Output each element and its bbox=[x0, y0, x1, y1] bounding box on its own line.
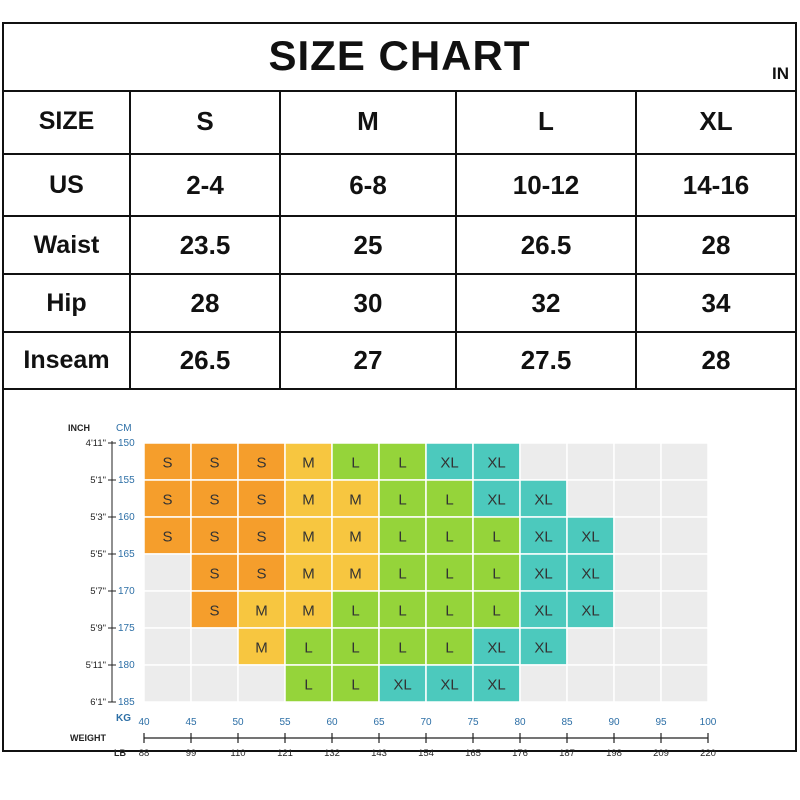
y-tick-label-inch: 5'11" bbox=[85, 660, 106, 671]
grid-cell-label: XL bbox=[534, 639, 553, 657]
table-cell: 2-4 bbox=[130, 154, 280, 216]
x-tick-label-kg: 70 bbox=[420, 717, 432, 728]
table-cell: 26.5 bbox=[456, 216, 636, 274]
grid-cell-label: L bbox=[351, 602, 360, 620]
page-title: SIZE CHART bbox=[268, 32, 531, 79]
grid-cell bbox=[238, 665, 285, 702]
y-tick-label-inch: 6'1" bbox=[90, 697, 106, 708]
grid-cell-label: XL bbox=[581, 602, 600, 620]
grid-cell-label: M bbox=[255, 639, 268, 657]
y-axis-header-cm: CM bbox=[116, 423, 132, 434]
grid-cell-label: XL bbox=[581, 565, 600, 583]
table-cell: 25 bbox=[280, 216, 456, 274]
grid-cell-label: XL bbox=[440, 454, 459, 472]
grid-cell-label: M bbox=[302, 602, 315, 620]
grid-cell-label: M bbox=[349, 565, 362, 583]
x-tick-label-lb: 154 bbox=[418, 748, 434, 759]
y-tick-label-inch: 4'11" bbox=[85, 438, 106, 449]
table-cell: 26.5 bbox=[130, 332, 280, 388]
grid-cell-label: XL bbox=[393, 676, 412, 694]
y-tick-label-cm: 185 bbox=[118, 697, 135, 708]
y-tick-label-cm: 160 bbox=[118, 512, 135, 523]
grid-cell-label: L bbox=[445, 602, 454, 620]
grid-cell-label: S bbox=[162, 491, 173, 509]
x-tick-label-kg: 45 bbox=[185, 717, 197, 728]
table-cell: 14-16 bbox=[636, 154, 795, 216]
header-cell: S bbox=[130, 90, 280, 154]
grid-cell bbox=[614, 480, 661, 517]
grid-cell-label: S bbox=[209, 565, 220, 583]
grid-cell-label: L bbox=[492, 528, 501, 546]
grid-cell-label: L bbox=[398, 565, 407, 583]
grid-cell-label: L bbox=[398, 491, 407, 509]
grid-cell-label: L bbox=[492, 565, 501, 583]
grid-cell bbox=[661, 665, 708, 702]
table-cell: 32 bbox=[456, 274, 636, 332]
header-cell: M bbox=[280, 90, 456, 154]
x-tick-label-lb: 187 bbox=[559, 748, 575, 759]
grid-cell-label: S bbox=[256, 454, 267, 472]
table-cell: 27.5 bbox=[456, 332, 636, 388]
grid-cell bbox=[567, 665, 614, 702]
grid-cell-label: L bbox=[445, 565, 454, 583]
grid-cell bbox=[191, 628, 238, 665]
table-header-row bbox=[4, 90, 795, 154]
grid-cell bbox=[614, 517, 661, 554]
grid-cell-label: S bbox=[256, 565, 267, 583]
table-cell: 28 bbox=[636, 332, 795, 388]
x-tick-label-lb: 132 bbox=[324, 748, 340, 759]
grid-cell-label: L bbox=[398, 602, 407, 620]
x-tick-label-kg: 60 bbox=[326, 717, 338, 728]
grid-cell-label: M bbox=[349, 491, 362, 509]
grid-cell bbox=[661, 480, 708, 517]
grid-cell-label: L bbox=[351, 676, 360, 694]
grid-cell bbox=[144, 665, 191, 702]
grid-cell bbox=[614, 591, 661, 628]
row-label: US bbox=[4, 154, 130, 216]
grid-cell-label: XL bbox=[581, 528, 600, 546]
header-cell: SIZE bbox=[4, 90, 130, 154]
title-row bbox=[4, 24, 795, 92]
grid-cell bbox=[661, 628, 708, 665]
row-label: Inseam bbox=[4, 332, 130, 388]
x-tick-label-lb: 88 bbox=[138, 748, 150, 759]
x-tick-label-kg: 40 bbox=[138, 717, 150, 728]
grid-cell-label: XL bbox=[487, 454, 506, 472]
grid-cell-label: L bbox=[304, 676, 313, 694]
grid-cell bbox=[661, 591, 708, 628]
grid-cell bbox=[661, 443, 708, 480]
table-cell: 6-8 bbox=[280, 154, 456, 216]
y-tick-label-cm: 180 bbox=[118, 660, 135, 671]
y-tick-label-cm: 170 bbox=[118, 586, 135, 597]
grid-cell bbox=[520, 443, 567, 480]
grid-cell bbox=[520, 665, 567, 702]
x-tick-label-lb: 176 bbox=[512, 748, 528, 759]
grid-cell bbox=[614, 628, 661, 665]
grid-cell-label: L bbox=[351, 639, 360, 657]
size-chart-frame bbox=[2, 22, 797, 759]
x-tick-label-kg: 95 bbox=[655, 717, 667, 728]
grid-cell-label: L bbox=[445, 639, 454, 657]
table-row bbox=[4, 154, 795, 216]
table-cell: 28 bbox=[130, 274, 280, 332]
x-axis-header-kg: KG bbox=[116, 713, 131, 724]
grid-cell bbox=[567, 480, 614, 517]
grid-cell-label: M bbox=[302, 565, 315, 583]
grid-cell bbox=[144, 628, 191, 665]
grid-cell-label: XL bbox=[534, 602, 553, 620]
grid-cell-label: L bbox=[445, 491, 454, 509]
size-table bbox=[4, 90, 795, 388]
y-tick-label-cm: 165 bbox=[118, 549, 135, 560]
x-tick-label-lb: 143 bbox=[371, 748, 387, 759]
y-tick-label-cm: 175 bbox=[118, 623, 135, 634]
grid-cell-label: M bbox=[302, 528, 315, 546]
y-tick-label-inch: 5'5" bbox=[90, 549, 106, 560]
x-tick-label-kg: 50 bbox=[232, 717, 244, 728]
x-tick-label-kg: 75 bbox=[467, 717, 479, 728]
grid-cell-label: S bbox=[209, 491, 220, 509]
grid-cell-label: XL bbox=[487, 491, 506, 509]
table-cell: 23.5 bbox=[130, 216, 280, 274]
table-cell: 34 bbox=[636, 274, 795, 332]
x-tick-label-lb: 110 bbox=[230, 748, 246, 759]
size-grid-svg bbox=[4, 390, 795, 759]
x-tick-label-kg: 65 bbox=[373, 717, 385, 728]
grid-cell-label: XL bbox=[487, 639, 506, 657]
x-axis-header-lb: LB bbox=[114, 748, 126, 758]
grid-cell bbox=[614, 554, 661, 591]
grid-cell-label: S bbox=[209, 528, 220, 546]
unit-label: IN bbox=[772, 64, 789, 83]
grid-cell-label: L bbox=[351, 454, 360, 472]
x-tick-label-kg: 85 bbox=[561, 717, 573, 728]
grid-cell-label: M bbox=[349, 528, 362, 546]
x-tick-label-kg: 80 bbox=[514, 717, 526, 728]
grid-cell-label: XL bbox=[534, 528, 553, 546]
x-tick-label-lb: 121 bbox=[277, 748, 293, 759]
y-tick-label-inch: 5'3" bbox=[90, 512, 106, 523]
table-cell: 10-12 bbox=[456, 154, 636, 216]
grid-cell-label: M bbox=[302, 491, 315, 509]
grid-cell-label: S bbox=[209, 602, 220, 620]
table-row bbox=[4, 332, 795, 388]
y-tick-label-inch: 5'9" bbox=[90, 623, 106, 634]
table-cell: 27 bbox=[280, 332, 456, 388]
grid-cell-label: L bbox=[304, 639, 313, 657]
height-weight-chart bbox=[4, 388, 795, 759]
grid-cell bbox=[191, 665, 238, 702]
grid-cell-label: M bbox=[255, 602, 268, 620]
x-tick-label-lb: 220 bbox=[700, 748, 716, 759]
y-tick-label-inch: 5'1" bbox=[90, 475, 106, 486]
grid-cell-label: L bbox=[398, 454, 407, 472]
grid-cell-label: S bbox=[162, 528, 173, 546]
table-cell: 28 bbox=[636, 216, 795, 274]
grid-cell bbox=[614, 665, 661, 702]
grid-cell-label: L bbox=[492, 602, 501, 620]
x-tick-label-lb: 198 bbox=[606, 748, 622, 759]
x-tick-label-kg: 55 bbox=[279, 717, 291, 728]
x-tick-label-kg: 100 bbox=[699, 717, 717, 728]
y-axis-header-inch: INCH bbox=[68, 423, 90, 433]
y-tick-label-inch: 5'7" bbox=[90, 586, 106, 597]
grid-cell-label: L bbox=[445, 528, 454, 546]
table-cell: 30 bbox=[280, 274, 456, 332]
x-axis-header-weight: WEIGHT bbox=[70, 733, 106, 743]
grid-cell bbox=[567, 443, 614, 480]
row-label: Waist bbox=[4, 216, 130, 274]
y-tick-label-cm: 155 bbox=[118, 475, 135, 486]
grid-cell-label: M bbox=[302, 454, 315, 472]
grid-cell-label: S bbox=[209, 454, 220, 472]
grid-cell-label: S bbox=[256, 528, 267, 546]
grid-cell bbox=[144, 591, 191, 628]
grid-cell bbox=[144, 554, 191, 591]
grid-cell-label: XL bbox=[487, 676, 506, 694]
row-label: Hip bbox=[4, 274, 130, 332]
header-cell: XL bbox=[636, 90, 795, 154]
grid-cell bbox=[661, 517, 708, 554]
grid-cell-label: XL bbox=[534, 565, 553, 583]
x-tick-label-lb: 209 bbox=[653, 748, 669, 759]
x-tick-label-lb: 165 bbox=[465, 748, 481, 759]
grid-cell-label: XL bbox=[440, 676, 459, 694]
grid-cell-label: S bbox=[256, 491, 267, 509]
header-cell: L bbox=[456, 90, 636, 154]
x-tick-label-lb: 99 bbox=[185, 748, 197, 759]
grid-cell bbox=[614, 443, 661, 480]
x-tick-label-kg: 90 bbox=[608, 717, 620, 728]
grid-cell-label: XL bbox=[534, 491, 553, 509]
grid-cell-label: L bbox=[398, 528, 407, 546]
grid-cell-label: L bbox=[398, 639, 407, 657]
grid-cell bbox=[661, 554, 708, 591]
grid-cell bbox=[567, 628, 614, 665]
grid-cell-label: S bbox=[162, 454, 173, 472]
table-row bbox=[4, 216, 795, 274]
table-row bbox=[4, 274, 795, 332]
y-tick-label-cm: 150 bbox=[118, 438, 135, 449]
